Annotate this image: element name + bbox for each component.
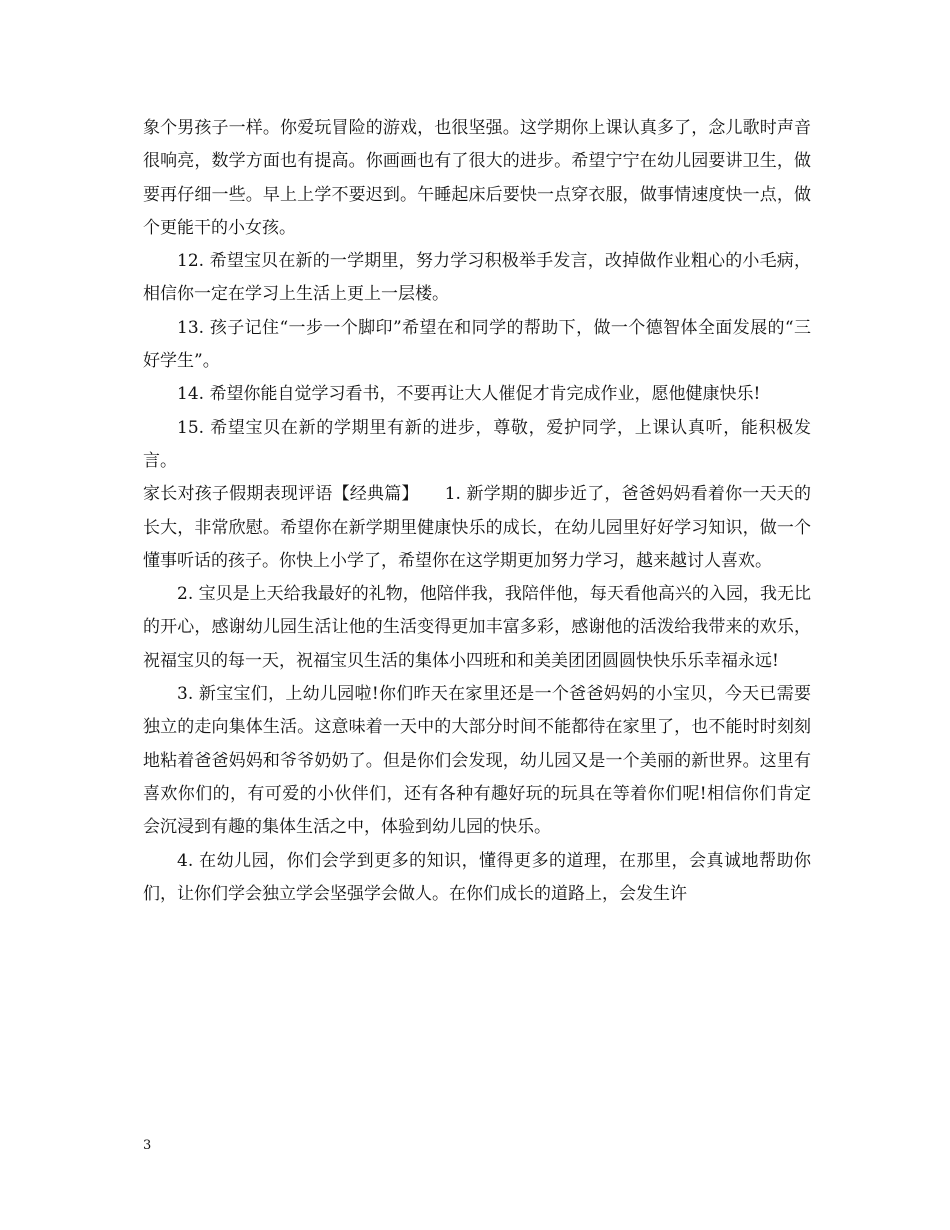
paragraph: 14. 希望你能自觉学习看书，不要再让大人催促才肯完成作业，愿他健康快乐! <box>177 384 761 405</box>
document-body <box>143 112 811 911</box>
paragraph: 12. 希望宝贝在新的一学期里，努力学习积极举手发言，改掉做作业粗心的小毛病，相信你一定在学习上生活上更上一层楼。 <box>143 251 811 305</box>
paragraph: 3. 新宝宝们，上幼儿园啦!你们昨天在家里还是一个爸爸妈妈的小宝贝，今天已需要独立的走向集体生活。这意味着一天中的大部分时间不能都待在家里了，也不能时时刻刻地粘着爸爸妈妈和爷爷奶奶了。但是你们会发现，幼儿园又是一个美丽的新世界。这里有喜欢你们的，有可爱的小伙伴们，还有各种有趣好玩的玩具在等着你们呢!相信你们肯定会沉浸到有趣的集体生活之中，体验到幼儿园的快乐。 <box>143 684 811 838</box>
page-number: 3 <box>143 1138 152 1153</box>
paragraph: 象个男孩子一样。你爱玩冒险的游戏，也很坚强。这学期你上课认真多了，念儿歌时声音很响亮，数学方面也有提高。你画画也有了很大的进步。希望宁宁在幼儿园要讲卫生，做要再仔细一些。早上上学不要迟到。午睡起床后要快一点穿衣服，做事情速度快一点，做个更能干的小女孩。 <box>143 118 811 238</box>
paragraph: 2. 宝贝是上天给我最好的礼物，他陪伴我，我陪伴他，每天看他高兴的入园，我无比的开心，感谢幼儿园生活让他的生活变得更加丰富多彩，感谢他的活泼给我带来的欢乐，祝福宝贝的每一天，祝福宝贝生活的集体小四班和和美美团团圆圆快快乐乐幸福永远! <box>143 584 811 671</box>
paragraph: 家长对孩子假期表现评语【经典篇】 1. 新学期的脚步近了，爸爸妈妈看着你一天天的长大，非常欣慰。希望你在新学期里健康快乐的成长，在幼儿园里好好学习知识，做一个懂事听话的孩子。你快上小学了，希望你在这学期更加努力学习，越来越讨人喜欢。 <box>143 484 811 571</box>
paragraph: 15. 希望宝贝在新的学期里有新的进步，尊敬，爱护同学，上课认真听，能积极发言。 <box>143 417 811 471</box>
paragraph: 4. 在幼儿园，你们会学到更多的知识，懂得更多的道理，在那里，会真诚地帮助你们，让你们学会独立学会坚强学会做人。在你们成长的道路上，会发生许 <box>143 850 811 904</box>
paragraph: 13. 孩子记住“一步一个脚印”希望在和同学的帮助下，做一个德智体全面发展的“三好学生”。 <box>143 317 811 372</box>
